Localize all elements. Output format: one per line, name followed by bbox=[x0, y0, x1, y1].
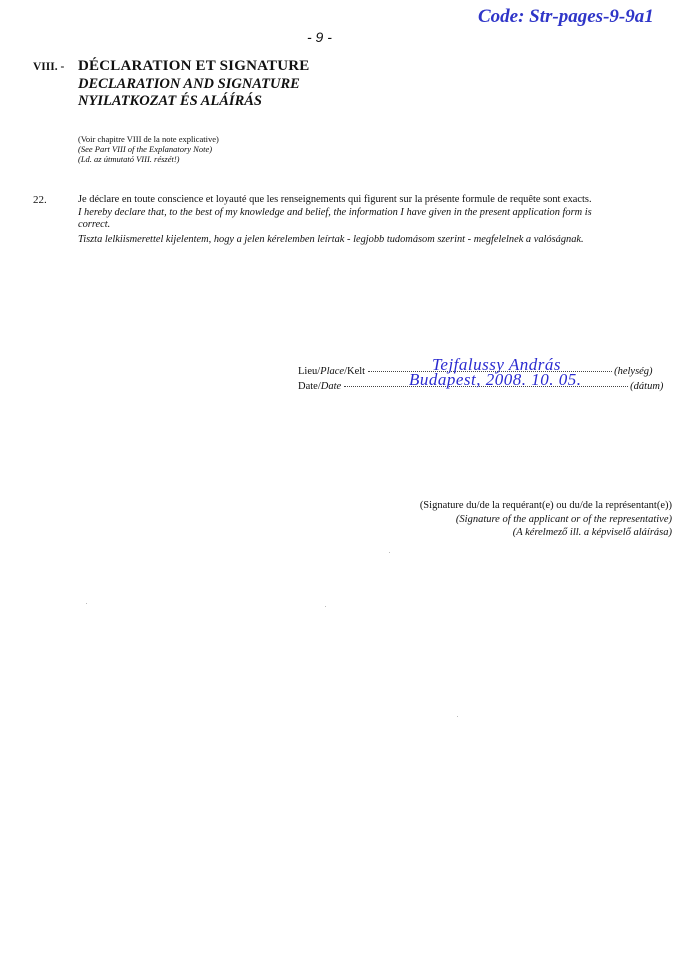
date-suffix: (dátum) bbox=[630, 381, 664, 392]
code-stamp: Code: Str-pages-9-9a1 bbox=[478, 6, 654, 27]
signature-label-hu: (A kérelmező ill. a képviselő aláírása) bbox=[512, 527, 672, 538]
declaration-text-en-line1: I hereby declare that, to the best of my knowledge and belief, the information I have given in the present application form is bbox=[78, 207, 592, 218]
declaration-text-hu: Tiszta lelkiismerettel kijelentem, hogy a jelen kérelemben leírtak - legjobb tudomásom szerint - megfelelnek a valóságnak. bbox=[78, 234, 584, 245]
section-number: VIII. - bbox=[33, 61, 65, 73]
place-suffix: (helység) bbox=[614, 366, 653, 377]
explanatory-note-hu: (Ld. az útmutató VIII. részét!) bbox=[78, 154, 180, 164]
date-label-en: Date bbox=[320, 381, 342, 392]
place-label-en: Place bbox=[320, 366, 345, 377]
place-label-fr: Lieu/ bbox=[298, 366, 321, 377]
page-number: - 9 - bbox=[307, 29, 332, 45]
place-label bbox=[298, 366, 365, 377]
declaration-text-en-line2: correct. bbox=[78, 219, 111, 230]
section-title-hu: NYILATKOZAT ÉS ALÁÍRÁS bbox=[78, 93, 262, 109]
scan-speck bbox=[86, 603, 87, 604]
explanatory-note-en: (See Part VIII of the Explanatory Note) bbox=[78, 144, 213, 154]
scan-speck bbox=[457, 716, 458, 717]
explanatory-note-fr: (Voir chapitre VIII de la note explicative) bbox=[78, 134, 219, 144]
date-label bbox=[298, 381, 341, 392]
scan-speck bbox=[389, 552, 390, 553]
section-title-en: DECLARATION AND SIGNATURE bbox=[78, 76, 300, 92]
date-field-value[interactable]: Budapest, 2008. 10. 05. bbox=[409, 370, 582, 389]
place-label-hu: /Kelt bbox=[344, 366, 366, 377]
declaration-number: 22. bbox=[33, 194, 47, 206]
signature-label-en: (Signature of the applicant or of the representative) bbox=[455, 514, 672, 525]
place-field-value[interactable]: Tejfalussy András bbox=[432, 355, 561, 374]
scan-speck bbox=[325, 606, 326, 607]
section-title-fr: DÉCLARATION ET SIGNATURE bbox=[78, 58, 310, 74]
signature-label-fr: (Signature du/de la requérant(e) ou du/de la représentant(e)) bbox=[419, 500, 672, 511]
declaration-text-fr: Je déclare en toute conscience et loyauté que les renseignements qui figurent sur la présente formule de requête sont exacts. bbox=[78, 194, 592, 205]
date-label-fr: Date/ bbox=[298, 381, 321, 392]
